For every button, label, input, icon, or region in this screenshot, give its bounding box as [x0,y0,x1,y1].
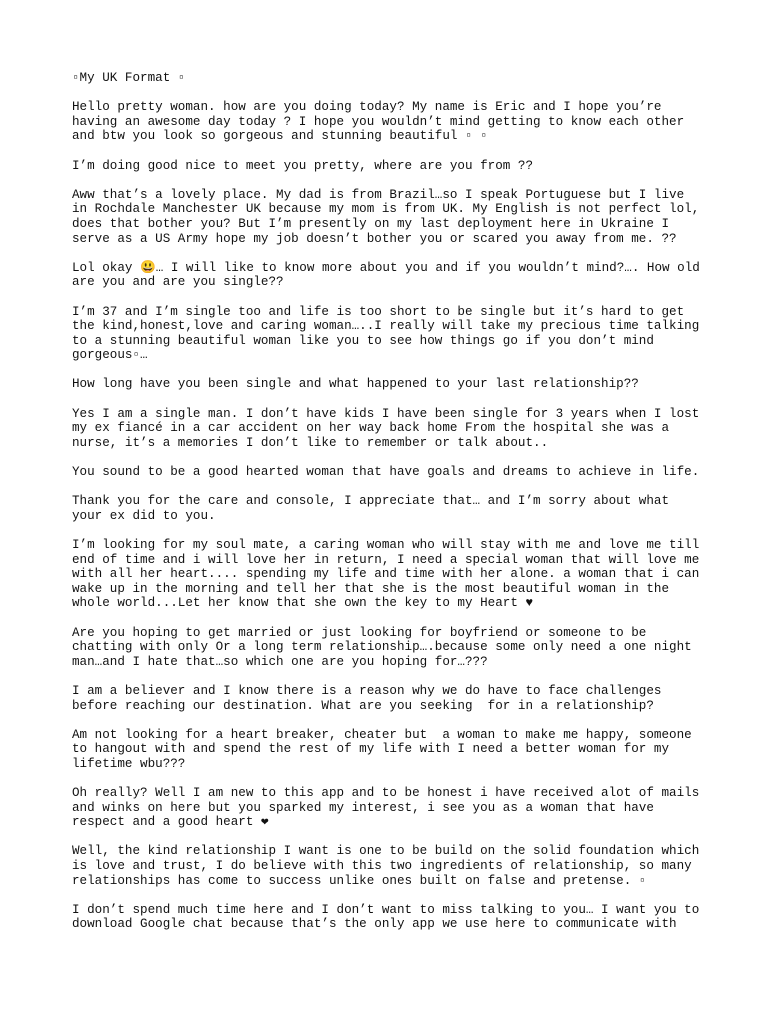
text-line: end of time and i will love her in return, I need a special woman that will love me [72,552,700,567]
text-line: having an awesome day today ? I hope you wouldn’t mind getting to know each other [72,114,685,129]
text-line: Well, the kind relationship I want is one to be build on the solid foundation which [72,844,700,859]
text-line: are you and are you single?? [72,275,284,290]
text-line: to a stunning beautiful woman like you to see how things go if you don’t mind [72,333,654,348]
text-line: Hello pretty woman. how are you doing today? My name is Eric and I hope you’re [72,100,662,115]
paragraph [72,786,712,830]
text-line: respect and a good heart ❤ [72,815,269,830]
text-line: I’m looking for my soul mate, a caring woman who will stay with me and love me till [72,538,700,552]
text-line: You sound to be a good hearted woman that have goals and dreams to achieve in life. [72,465,700,480]
text-line: Yes I am a single man. I don’t have kids I have been single for 3 years when I lost [72,406,700,421]
text-line: Thank you for the care and console, I appreciate that… and I’m sorry about what [72,494,670,509]
text-line: relationships has come to success unlike ones built on false and pretense. ▫ [72,873,647,888]
text-line: nurse, it’s a memories I don’t like to remember or talk about.. [72,435,549,450]
text-line: to hangout with and spend the rest of my life with I need a better woman for my [72,742,670,757]
text-line: I am a believer and I know there is a reason why we do have to face challenges [72,683,662,698]
paragraph [72,100,712,144]
text-line: with all her heart.... spending my life and time with her alone. a woman that i can [72,567,700,582]
text-line: I’m doing good nice to meet you pretty, where are you from ?? [72,158,534,173]
text-line: Are you hoping to get married or just looking for boyfriend or someone to be [72,625,647,640]
paragraph [72,188,712,246]
text-line: and winks on here but you sparked my interest, i see you as a woman that have [72,800,654,815]
paragraph [72,728,712,772]
text-line: your ex did to you. [72,508,216,523]
text-line: chatting with only Or a long term relationship….because some only need a one night [72,640,692,655]
text-line: gorgeous▫… [72,348,148,363]
text-line: in Rochdale Manchester UK because my mom is from UK. My English is not perfect lol, [72,202,700,217]
paragraph [72,494,712,523]
paragraph [72,159,712,174]
text-line: I’m 37 and I’m single too and life is too short to be single but it’s hard to get [72,304,685,319]
title-line: ▫My UK Format ▫ [72,71,186,85]
paragraph [72,844,712,888]
text-line: Am not looking for a heart breaker, cheater but a woman to make me happy, someone [72,727,692,742]
paragraph [72,261,712,290]
paragraph-list [72,100,712,932]
text-line: and btw you look so gorgeous and stunning beautiful ▫ ▫ [72,129,488,144]
text-line: lifetime wbu??? [72,756,186,771]
text-line: Oh really? Well I am new to this app and to be honest i have received alot of mails [72,786,700,801]
paragraph [72,538,712,611]
paragraph [72,305,712,363]
text-line: my ex fiancé in a car accident on her way back home From the hospital she was a [72,421,670,436]
text-line: whole world...Let her know that she own the key to my Heart ♥ [72,596,534,611]
document-title [72,71,712,86]
text-line: serve as a US Army hope my job doesn’t bother you or scared you away from me. ?? [72,231,677,246]
text-line: does that bother you? But I’m presently on my last deployment here in Ukraine I [72,216,670,231]
text-line: man…and I hate that…so which one are you hoping for…??? [72,654,488,669]
paragraph [72,377,712,392]
document-body [72,71,712,947]
text-line: is love and trust, I do believe with this two ingredients of relationship, so many [72,859,692,874]
text-line: the kind,honest,love and caring woman…..I really will take my precious time talking [72,319,700,334]
text-line: wake up in the morning and tell her that she is the most beautiful woman in the [72,581,670,596]
paragraph [72,684,712,713]
text-line: before reaching our destination. What are you seeking for in a relationship? [72,698,654,713]
paragraph [72,465,712,480]
text-line: How long have you been single and what happened to your last relationship?? [72,377,639,392]
paragraph [72,407,712,451]
text-line: I don’t spend much time here and I don’t want to miss talking to you… I want you to [72,902,700,917]
paragraph [72,903,712,932]
text-line: download Google chat because that’s the only app we use here to communicate with [72,917,677,932]
text-line: Aww that’s a lovely place. My dad is from Brazil…so I speak Portuguese but I live [72,187,685,202]
paragraph [72,626,712,670]
text-line: Lol okay 😃… I will like to know more about you and if you wouldn’t mind?…. How old [72,260,700,275]
